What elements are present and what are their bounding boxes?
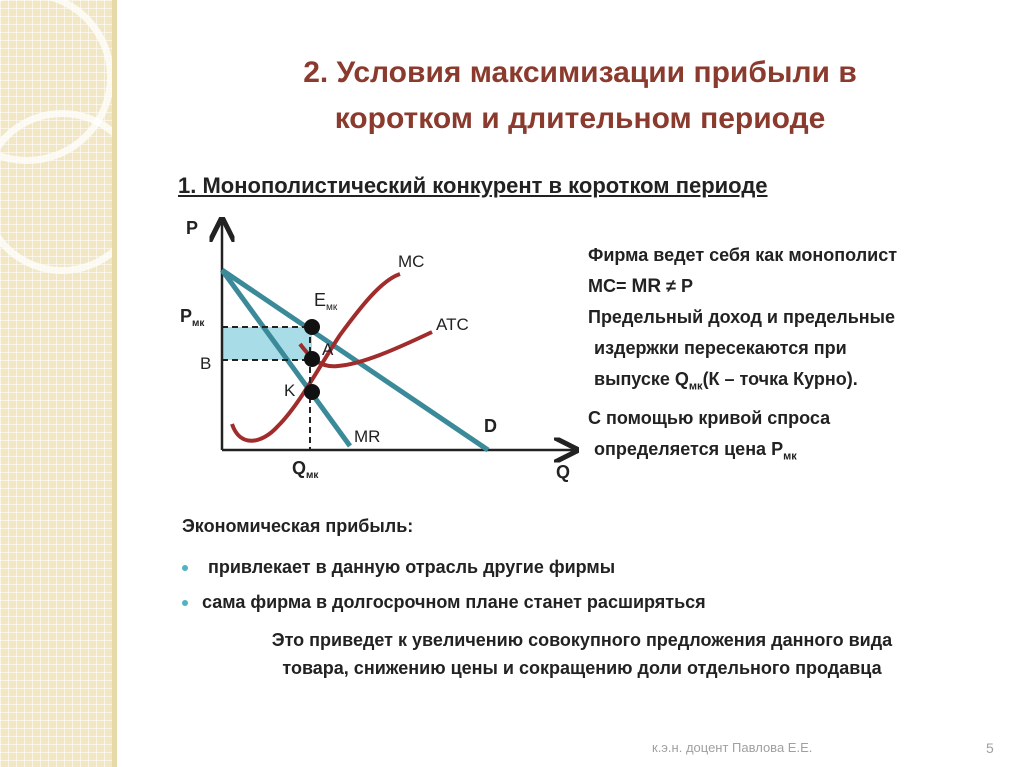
bullet-dot-icon [182,600,188,606]
desc-line-7: определяется цена $Р_{мк}$ [594,438,797,463]
conclusion-line-1: Это приведет к увеличению совокупного предложения данного вида [271,630,893,650]
desc-line-1: Фирма ведет себя как монополист [588,245,898,265]
bullet-list [182,550,706,620]
point-k [304,384,320,400]
bullet-dot-icon [182,565,188,571]
axis-p-label: P [186,218,199,238]
footer-author: к.э.н. доцент Павлова Е.Е. [652,740,813,755]
section-subtitle: 1. Монополистический конкурент в коротком периоде [178,173,768,198]
d-label: D [484,416,497,436]
point-e-mk [304,319,320,335]
title-line-1: 2. Условия максимизации прибыли в [303,56,857,89]
atc-label: ATC [436,315,469,334]
title-line-2: коротком и длительном периоде [334,102,826,135]
mc-label: MC [398,252,425,271]
point-a [304,351,320,367]
axis-q-label: Q [556,462,571,482]
k-label: K [284,381,296,400]
qmk-label: $Q_{мк}$ [292,458,319,481]
pmk-label: $P_{мк}$ [180,306,205,329]
b-label: B [200,354,212,373]
conclusion-line-2: товара, снижению цены и сокращению доли отдельного продавца [282,658,882,678]
emk-label: $E_{мк}$ [314,290,338,313]
page-number: 5 [986,740,994,756]
profit-label: Экономическая прибыль: [182,516,414,536]
desc-line-3: Предельный доход и предельные [588,307,896,327]
desc-line-4: издержки пересекаются при [594,338,847,358]
desc-line-5: выпуске $Q_{мк}(К$ – точка Курно). [594,369,858,393]
desc-line-6: С помощью кривой спроса [588,407,831,428]
description-block [588,240,1008,472]
conclusion-text [182,626,982,682]
desc-line-2: MC= MR ≠ P [588,276,693,297]
mr-label: MR [354,427,381,446]
list-item: сама фирма в долгосрочном плане станет расширяться [182,585,706,620]
list-item: привлекает в данную отрасль другие фирмы [182,550,706,585]
a-label: A [322,340,334,359]
